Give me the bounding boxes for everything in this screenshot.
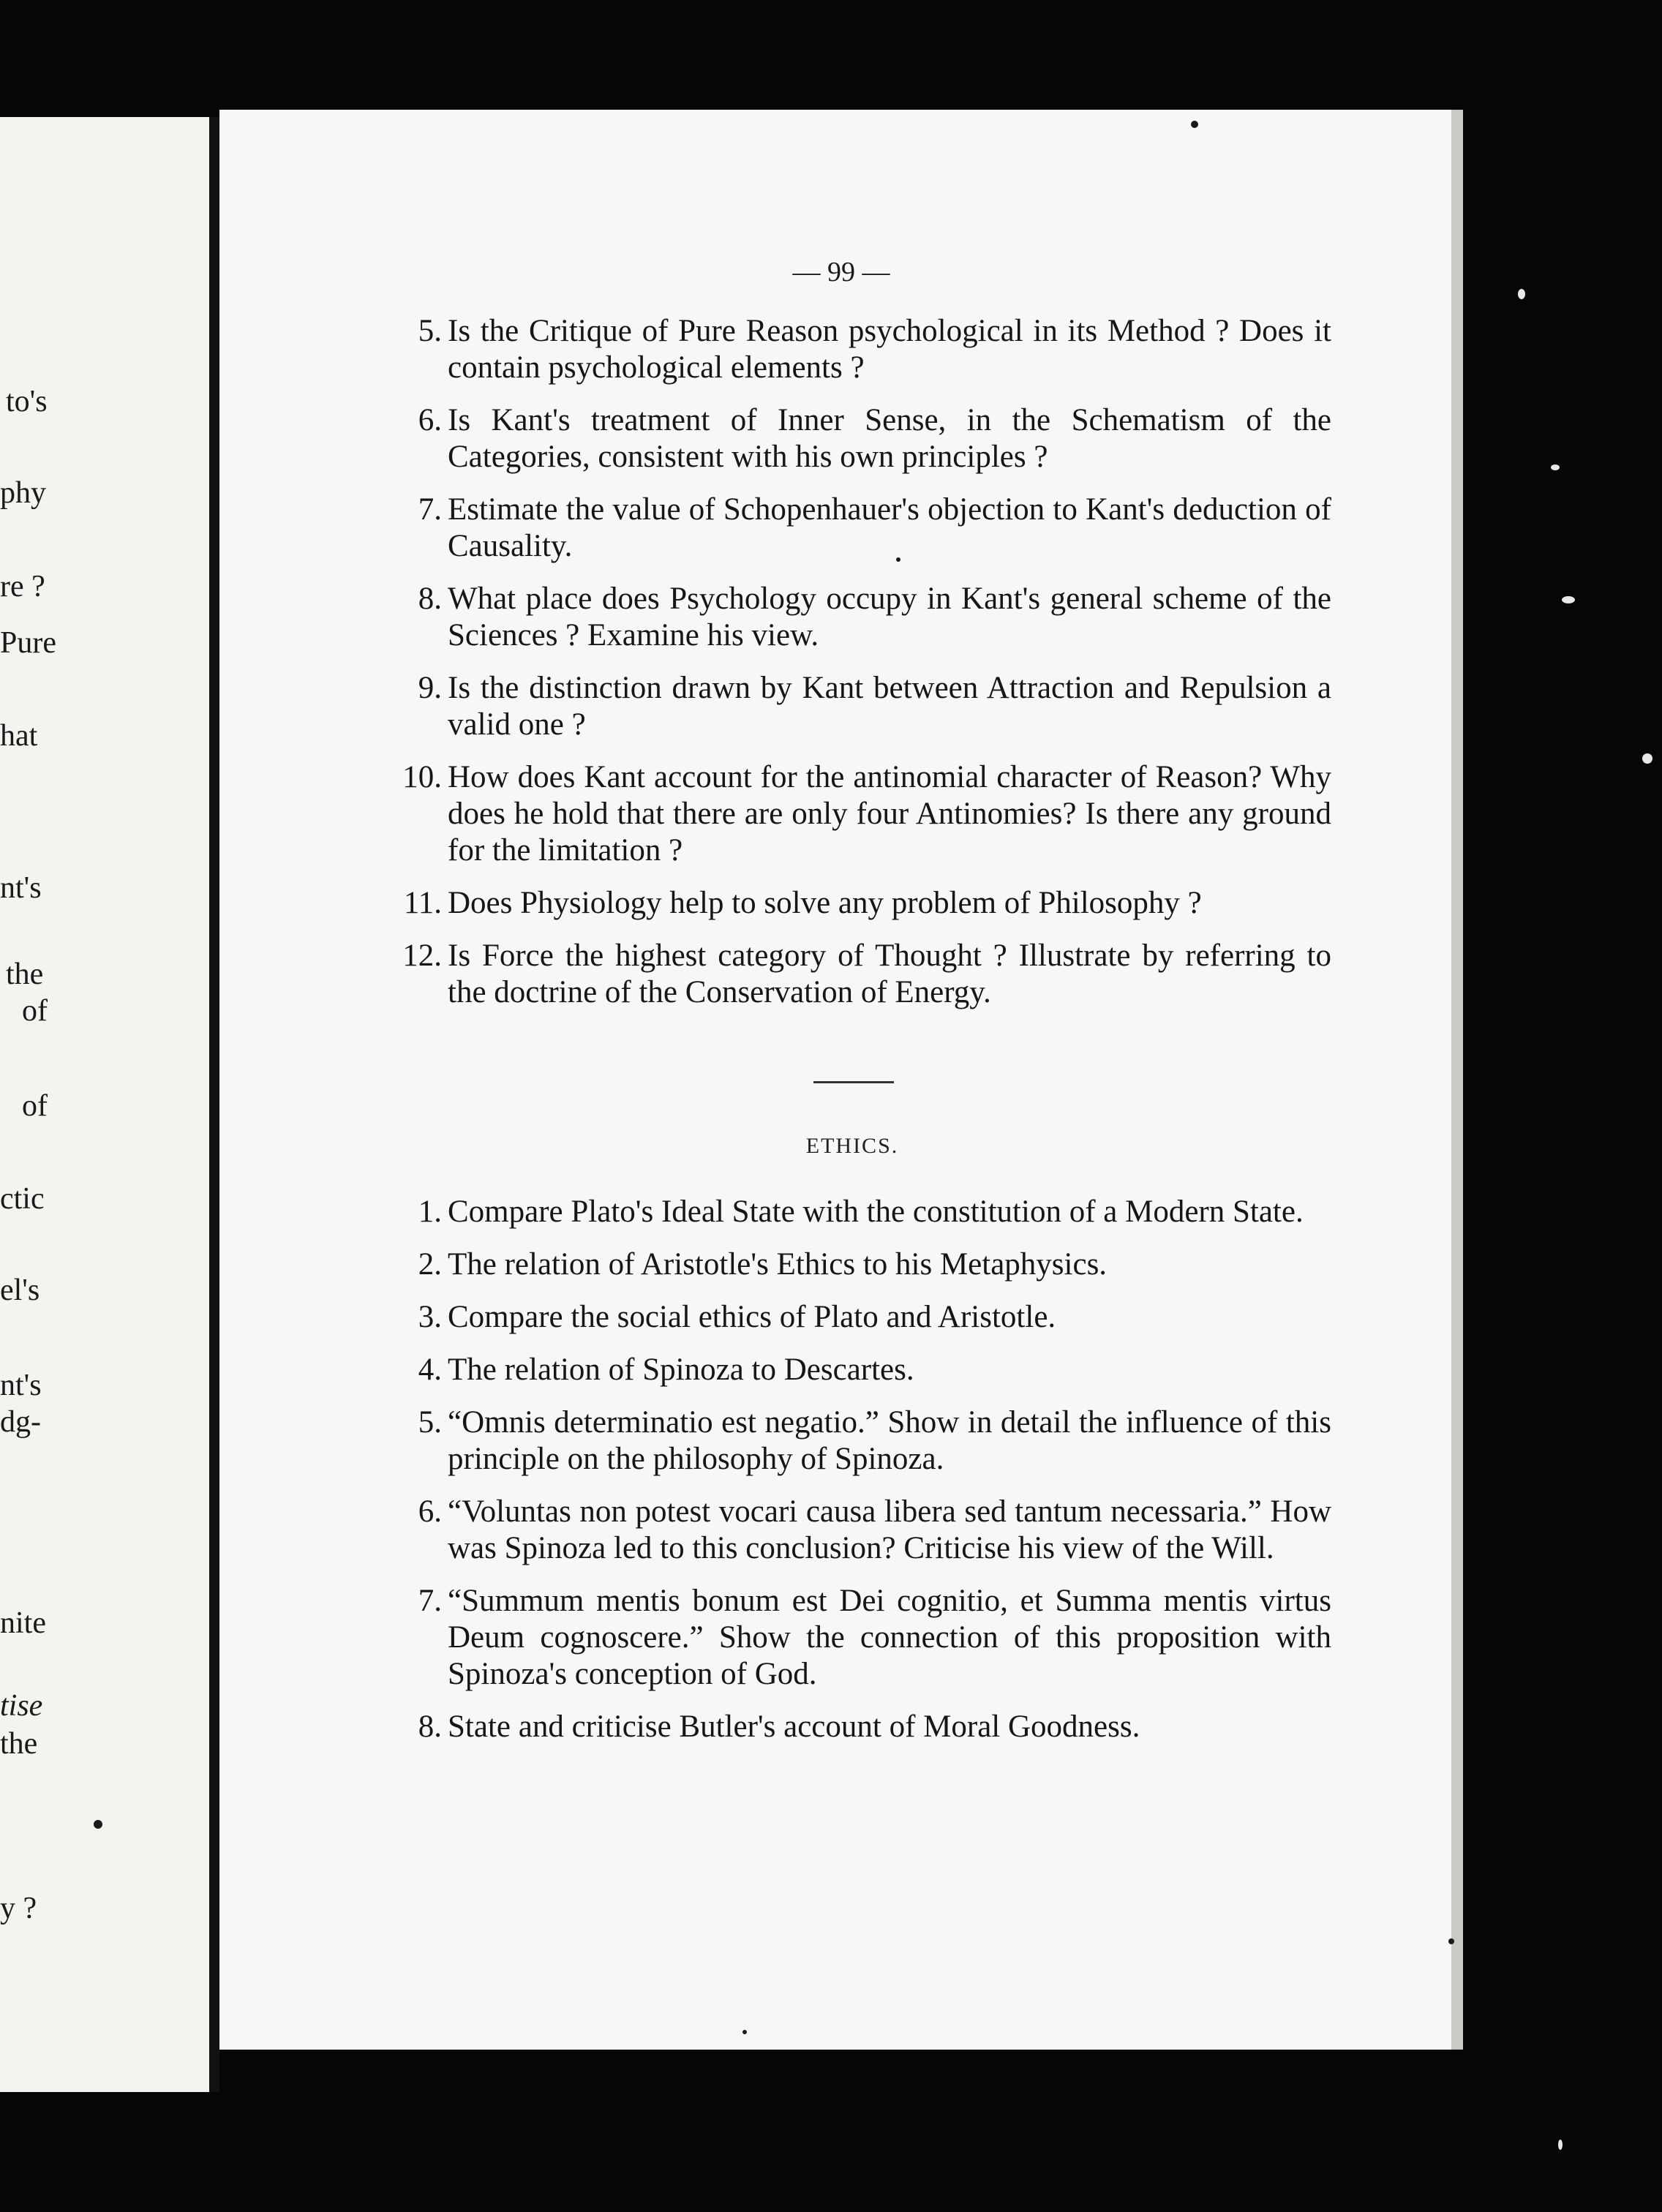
left-fragment: the <box>6 958 44 991</box>
page-number: — 99 — <box>792 257 890 287</box>
dust-speck <box>1518 289 1525 299</box>
scan-speck <box>1191 121 1198 128</box>
question-text: Is Kant's treatment of Inner Sense, in the Schematism of the Categories, consistent with his own principles ? <box>448 403 1331 474</box>
question-item <box>380 1404 1331 1478</box>
question-number: 5. <box>418 1405 442 1440</box>
question-text: Is Force the highest category of Thought ? Illustrate by referring to the doctrine of the Conservation of Energy. <box>448 938 1331 1009</box>
question-number: 7. <box>418 492 442 527</box>
left-fragment: to's <box>6 385 48 418</box>
left-fragment: re ? <box>0 570 45 603</box>
question-number: 6. <box>418 403 442 437</box>
question-text: “Voluntas non potest vocari causa libera sed tantum necessaria.” How was Spinoza led to this conclusion? Criticise his view of the Will. <box>448 1494 1331 1565</box>
question-item <box>380 885 1331 922</box>
question-item <box>380 1709 1331 1745</box>
section-heading: ETHICS. <box>805 1134 899 1158</box>
question-text: What place does Psychology occupy in Kant's general scheme of the Sciences ? Examine his view. <box>448 582 1331 652</box>
question-text: Compare Plato's Ideal State with the constitution of a Modern State. <box>448 1195 1304 1229</box>
question-text: The relation of Spinoza to Descartes. <box>448 1353 914 1387</box>
section-divider <box>813 1081 894 1083</box>
left-fragment: ctic <box>0 1182 45 1216</box>
question-text: Estimate the value of Schopenhauer's objection to Kant's deduction of Causality. <box>448 492 1331 563</box>
question-list-ethics <box>380 1194 1331 1761</box>
left-fragment: of <box>22 994 48 1028</box>
left-fragment: el's <box>0 1274 40 1307</box>
question-item <box>380 1246 1331 1283</box>
question-number: 6. <box>418 1494 442 1529</box>
question-number: 4. <box>418 1353 442 1387</box>
dust-speck <box>1562 596 1575 603</box>
question-item <box>380 313 1331 386</box>
question-number: 8. <box>418 1709 442 1744</box>
question-item <box>380 1494 1331 1567</box>
question-number: 7. <box>418 1584 442 1618</box>
question-number: 8. <box>418 582 442 616</box>
question-text: “Summum mentis bonum est Dei cognitio, et Summa mentis virtus Deum cognoscere.” Show the connection of this proposition with Spinoza's conception of God. <box>448 1584 1331 1691</box>
question-item <box>380 670 1331 743</box>
question-number: 10. <box>402 760 442 794</box>
question-number: 5. <box>418 314 442 348</box>
left-fragment: nt's <box>0 1369 42 1402</box>
question-item <box>380 492 1331 565</box>
question-text: State and criticise Butler's account of Moral Goodness. <box>448 1709 1140 1744</box>
question-item <box>380 759 1331 869</box>
question-number: 12. <box>402 938 442 973</box>
question-item <box>380 1299 1331 1336</box>
question-item <box>380 402 1331 475</box>
question-text: Does Physiology help to solve any problem of Philosophy ? <box>448 886 1202 920</box>
question-text: Is the Critique of Pure Reason psychological in its Method ? Does it contain psychological elements ? <box>448 314 1331 385</box>
scan-speck <box>896 557 900 562</box>
left-fragment: of <box>22 1089 48 1123</box>
question-text: The relation of Aristotle's Ethics to his Metaphysics. <box>448 1247 1108 1282</box>
scan-speck <box>94 1820 102 1829</box>
left-fragment: tise <box>0 1689 43 1723</box>
question-number: 2. <box>418 1247 442 1282</box>
question-number: 11. <box>403 886 442 920</box>
dust-speck <box>1642 753 1652 764</box>
book-spine <box>209 117 219 2092</box>
left-fragment: Pure <box>0 626 56 660</box>
left-page <box>0 117 219 2092</box>
left-fragment: nt's <box>0 871 42 905</box>
question-text: How does Kant account for the antinomial character of Reason? Why does he hold that there are only four Antinomies? Is there any ground for the limitation ? <box>448 760 1331 868</box>
question-item <box>380 1352 1331 1388</box>
question-item <box>380 1194 1331 1230</box>
question-text: Is the distinction drawn by Kant between Attraction and Repulsion a valid one ? <box>448 671 1331 742</box>
left-fragment: hat <box>0 719 38 753</box>
question-item <box>380 1583 1331 1693</box>
question-number: 1. <box>418 1195 442 1229</box>
question-list-top <box>380 313 1331 1027</box>
question-item <box>380 938 1331 1011</box>
left-fragment: the <box>0 1727 38 1761</box>
left-fragment: dg- <box>0 1405 41 1439</box>
left-fragment: nite <box>0 1606 46 1640</box>
left-fragment: phy <box>0 476 46 510</box>
dust-speck <box>1558 2140 1563 2150</box>
scan-speck <box>1448 1938 1454 1944</box>
dust-speck <box>1551 464 1560 470</box>
question-number: 3. <box>418 1300 442 1334</box>
scan-speck <box>742 2030 747 2034</box>
question-text: “Omnis determinatio est negatio.” Show in detail the influence of this principle on the philosophy of Spinoza. <box>448 1405 1331 1476</box>
question-item <box>380 581 1331 654</box>
page-edge <box>1451 110 1463 2050</box>
question-text: Compare the social ethics of Plato and Aristotle. <box>448 1300 1056 1334</box>
question-number: 9. <box>418 671 442 705</box>
left-fragment: y ? <box>0 1892 37 1925</box>
